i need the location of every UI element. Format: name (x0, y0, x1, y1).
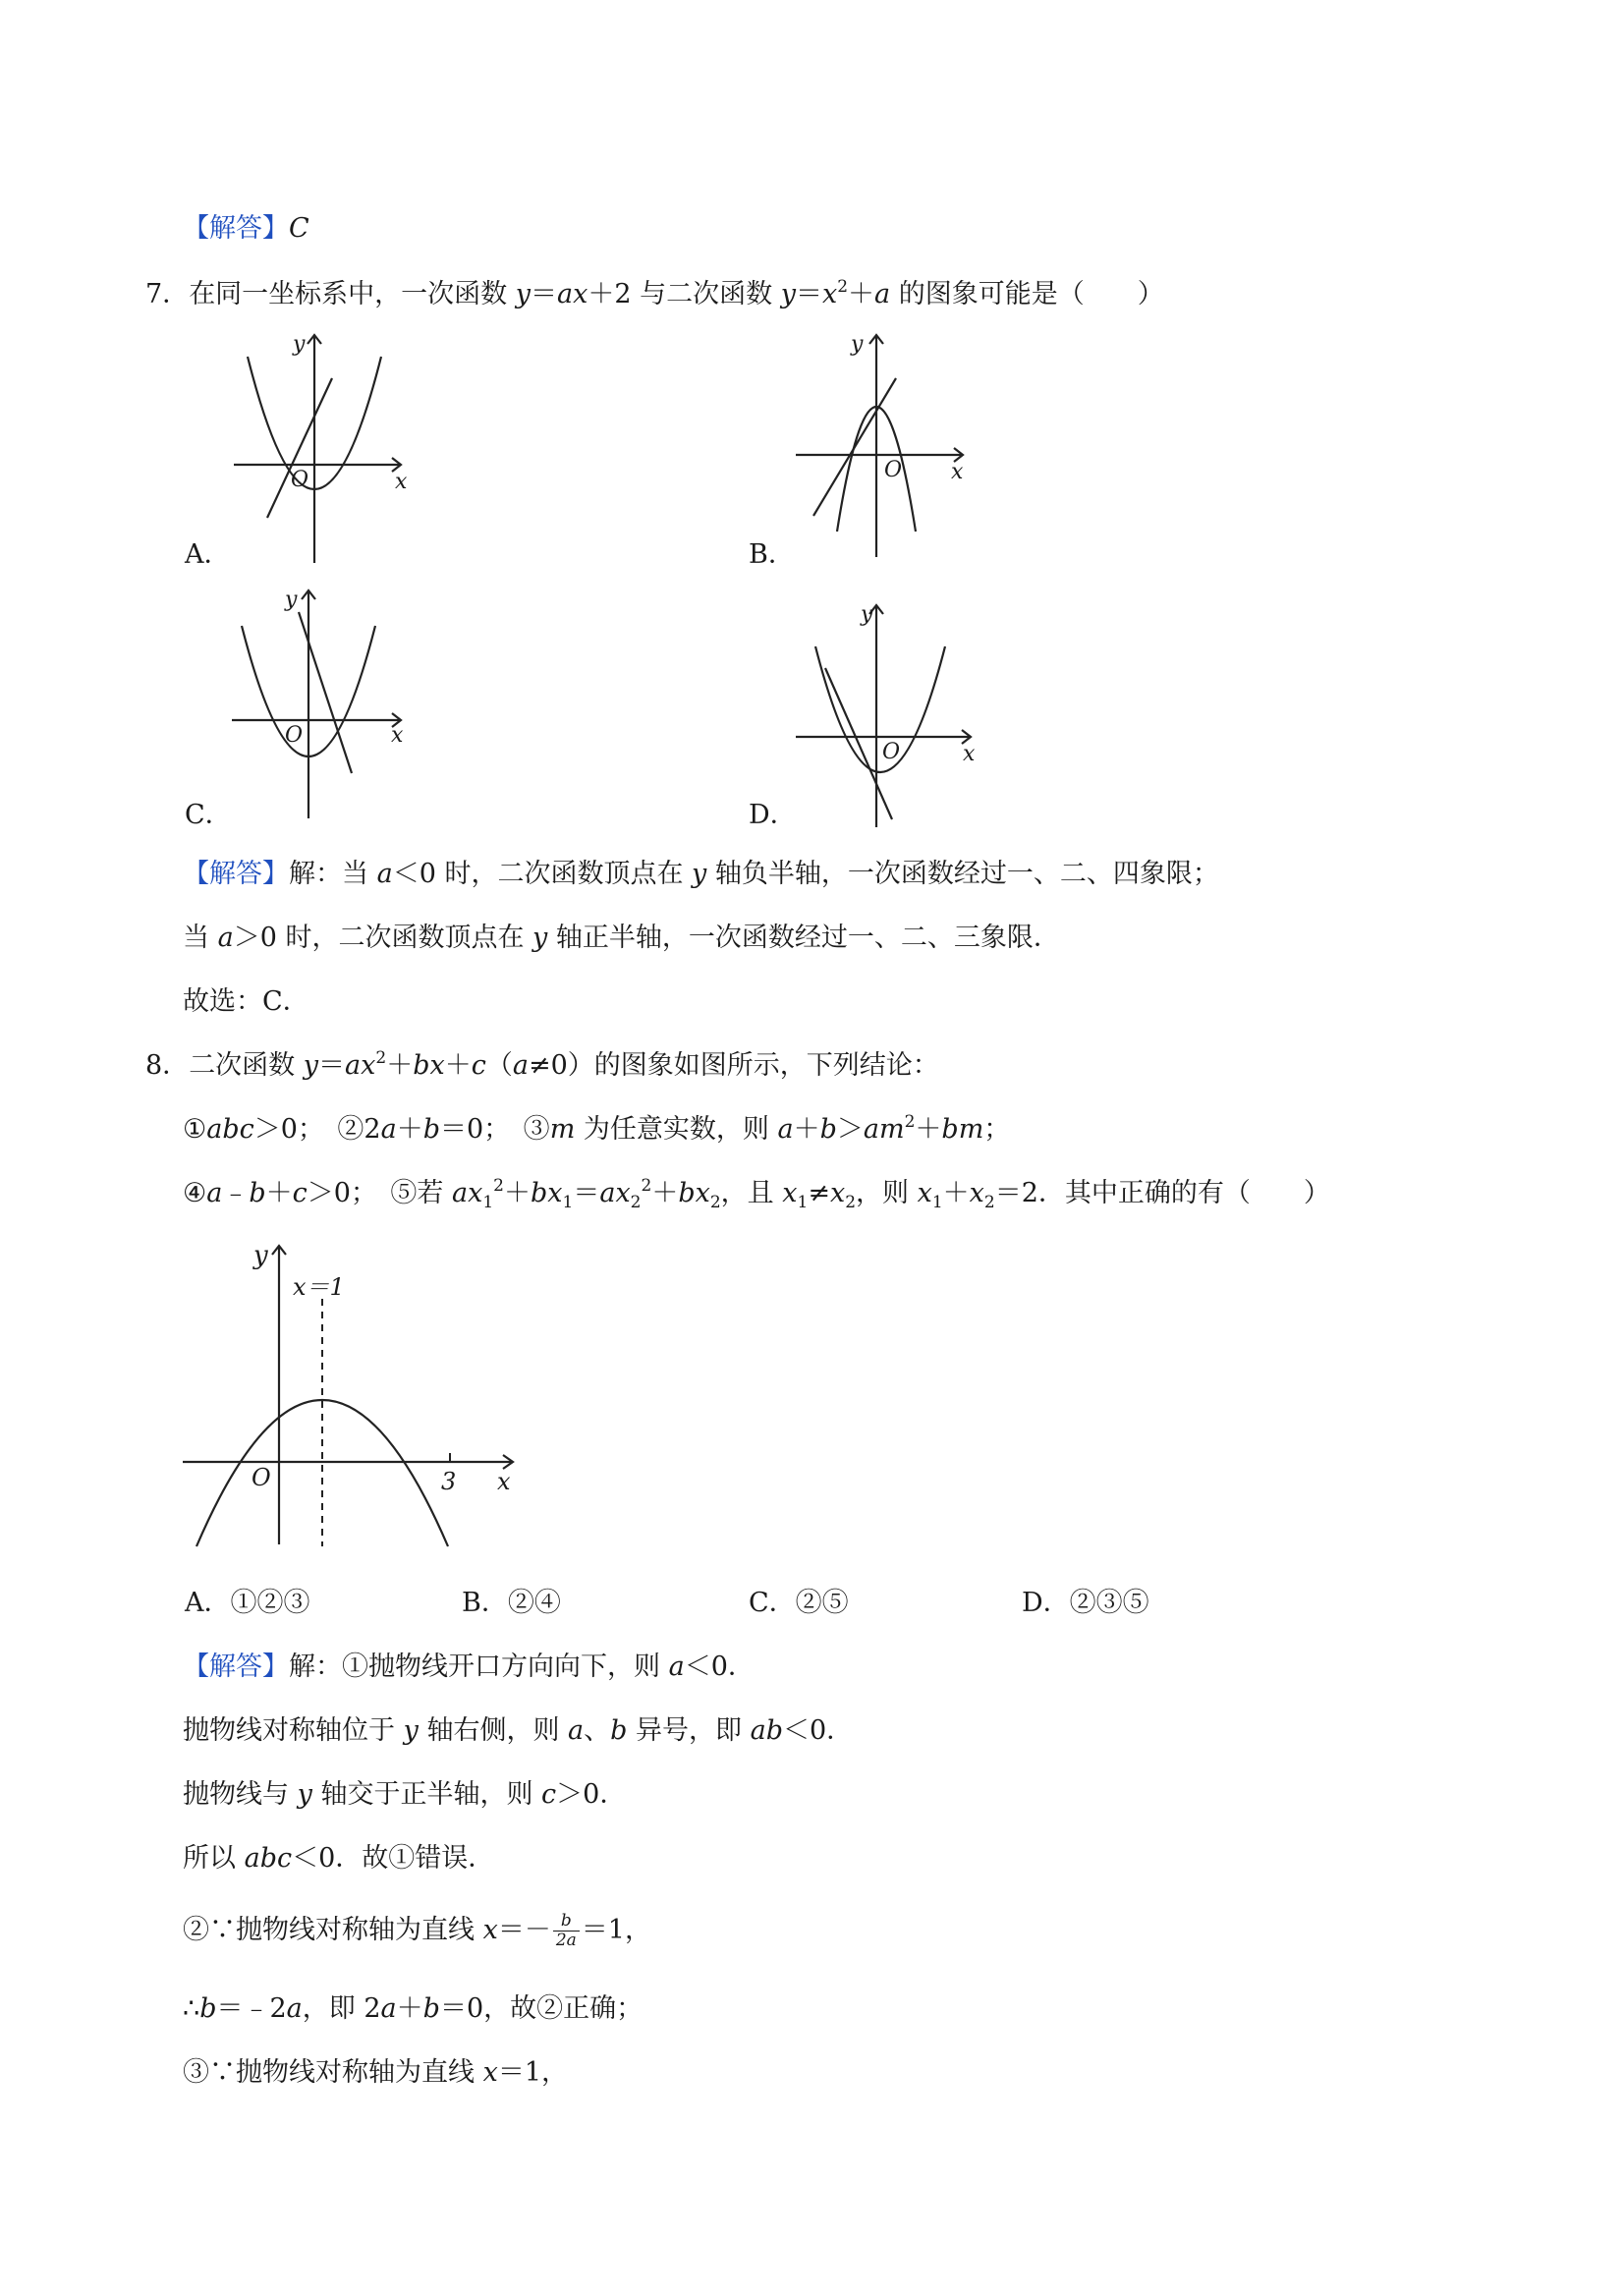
svg-text:y: y (253, 1241, 268, 1270)
svg-text:x: x (497, 1468, 511, 1495)
answer-tag: 【解答】 (183, 213, 289, 244)
q8-solution-line-6: ∴b＝﹣2a，即 2a＋b＝0，故②正确； (183, 1993, 644, 2024)
q8-option-c: C．②⑤ (749, 1588, 849, 1618)
q8-solution-line-1: 【解答】解：①抛物线开口方向向下，则 a＜0． (183, 1652, 755, 1682)
svg-text:x: x (963, 742, 976, 766)
question-number: 7． (145, 279, 190, 309)
previous-answer (183, 209, 309, 249)
q8-solution-line-4: 所以 abc＜0．故①错误． (183, 1843, 495, 1874)
svg-text:O: O (882, 740, 901, 764)
fraction-b-over-2a: $\frac{b}{2a}$ (553, 1912, 580, 1950)
option-b: B． (749, 539, 795, 570)
question-8-stem: 8．二次函数 $y=ax^2+bx+c(a\ne 0)$的图象如图所示，下列结论： (145, 1048, 939, 1081)
q7-solution-line-2: 当 a＞0 时，二次函数顶点在 y 轴正半轴，一次函数经过一、二、三象限． (183, 923, 1060, 953)
solution-tag: 【解答】 (183, 1652, 289, 1682)
svg-text:y: y (285, 588, 298, 612)
svg-text:O: O (884, 458, 903, 482)
q8-parabola-graph (177, 1240, 531, 1564)
svg-text:y: y (293, 332, 306, 357)
answer-value: C (289, 213, 309, 244)
svg-text:x: x (951, 460, 964, 484)
svg-text:y: y (861, 602, 873, 627)
q8-solution-line-2: 抛物线对称轴位于 y 轴右侧，则 a、b 异号，即 ab＜0． (183, 1715, 854, 1746)
svg-text:O: O (285, 723, 304, 748)
graph-a (226, 329, 422, 565)
q7-solution-line-3: 故选：C． (183, 986, 309, 1017)
graph-c (226, 585, 422, 825)
q8-solution-line-5: ②∵抛物线对称轴为直线 x＝－ $\frac{b}{2a}$ ＝1， (183, 1911, 651, 1950)
solution-tag: 【解答】 (183, 859, 289, 889)
q7-solution-line-1: 【解答】解：当 a＜0 时，二次函数顶点在 y 轴负半轴，一次函数经过一、二、四象限； (183, 859, 1219, 889)
svg-text:x＝1: x＝1 (293, 1273, 345, 1301)
graph-b (794, 329, 990, 565)
svg-text:3: 3 (441, 1468, 457, 1495)
graph-d (794, 599, 990, 830)
q8-option-a: A．①②③ (185, 1588, 310, 1618)
svg-text:O: O (291, 468, 309, 492)
q8-solution-line-3: 抛物线与 y 轴交于正半轴，则 c＞0． (183, 1779, 627, 1810)
option-c: C． (185, 800, 232, 830)
q8-conclusions-1: ①abc＞0； ②2a＋b＝0； ③m 为任意实数，则 $a+b>am^2+bm$； (183, 1112, 1011, 1145)
q8-solution-line-7: ③∵抛物线对称轴为直线 x＝1， (183, 2057, 569, 2088)
q8-conclusions-2: ④a﹣b＋c＞0； ⑤若 $ax_1^2+bx_1=ax_2^2+bx_2$，且 $x_1\ne x_2$，则 $x_1+x_2=2$．其中正确的有（ ） (183, 1176, 1330, 1212)
option-a: A． (185, 539, 231, 570)
svg-text:y: y (851, 332, 864, 357)
option-d: D． (749, 800, 797, 830)
svg-text:x: x (395, 470, 408, 494)
q8-option-d: D．②③⑤ (1022, 1588, 1149, 1618)
question-7-stem: 7．在同一坐标系中，一次函数 y＝ax＋2 与二次函数 $y=x^2+a$ 的图象可能是（ ） (145, 277, 1164, 309)
svg-text:O: O (252, 1464, 271, 1491)
q8-option-b: B．②④ (462, 1588, 561, 1618)
question-number: 8． (145, 1050, 190, 1081)
svg-text:x: x (391, 723, 404, 748)
